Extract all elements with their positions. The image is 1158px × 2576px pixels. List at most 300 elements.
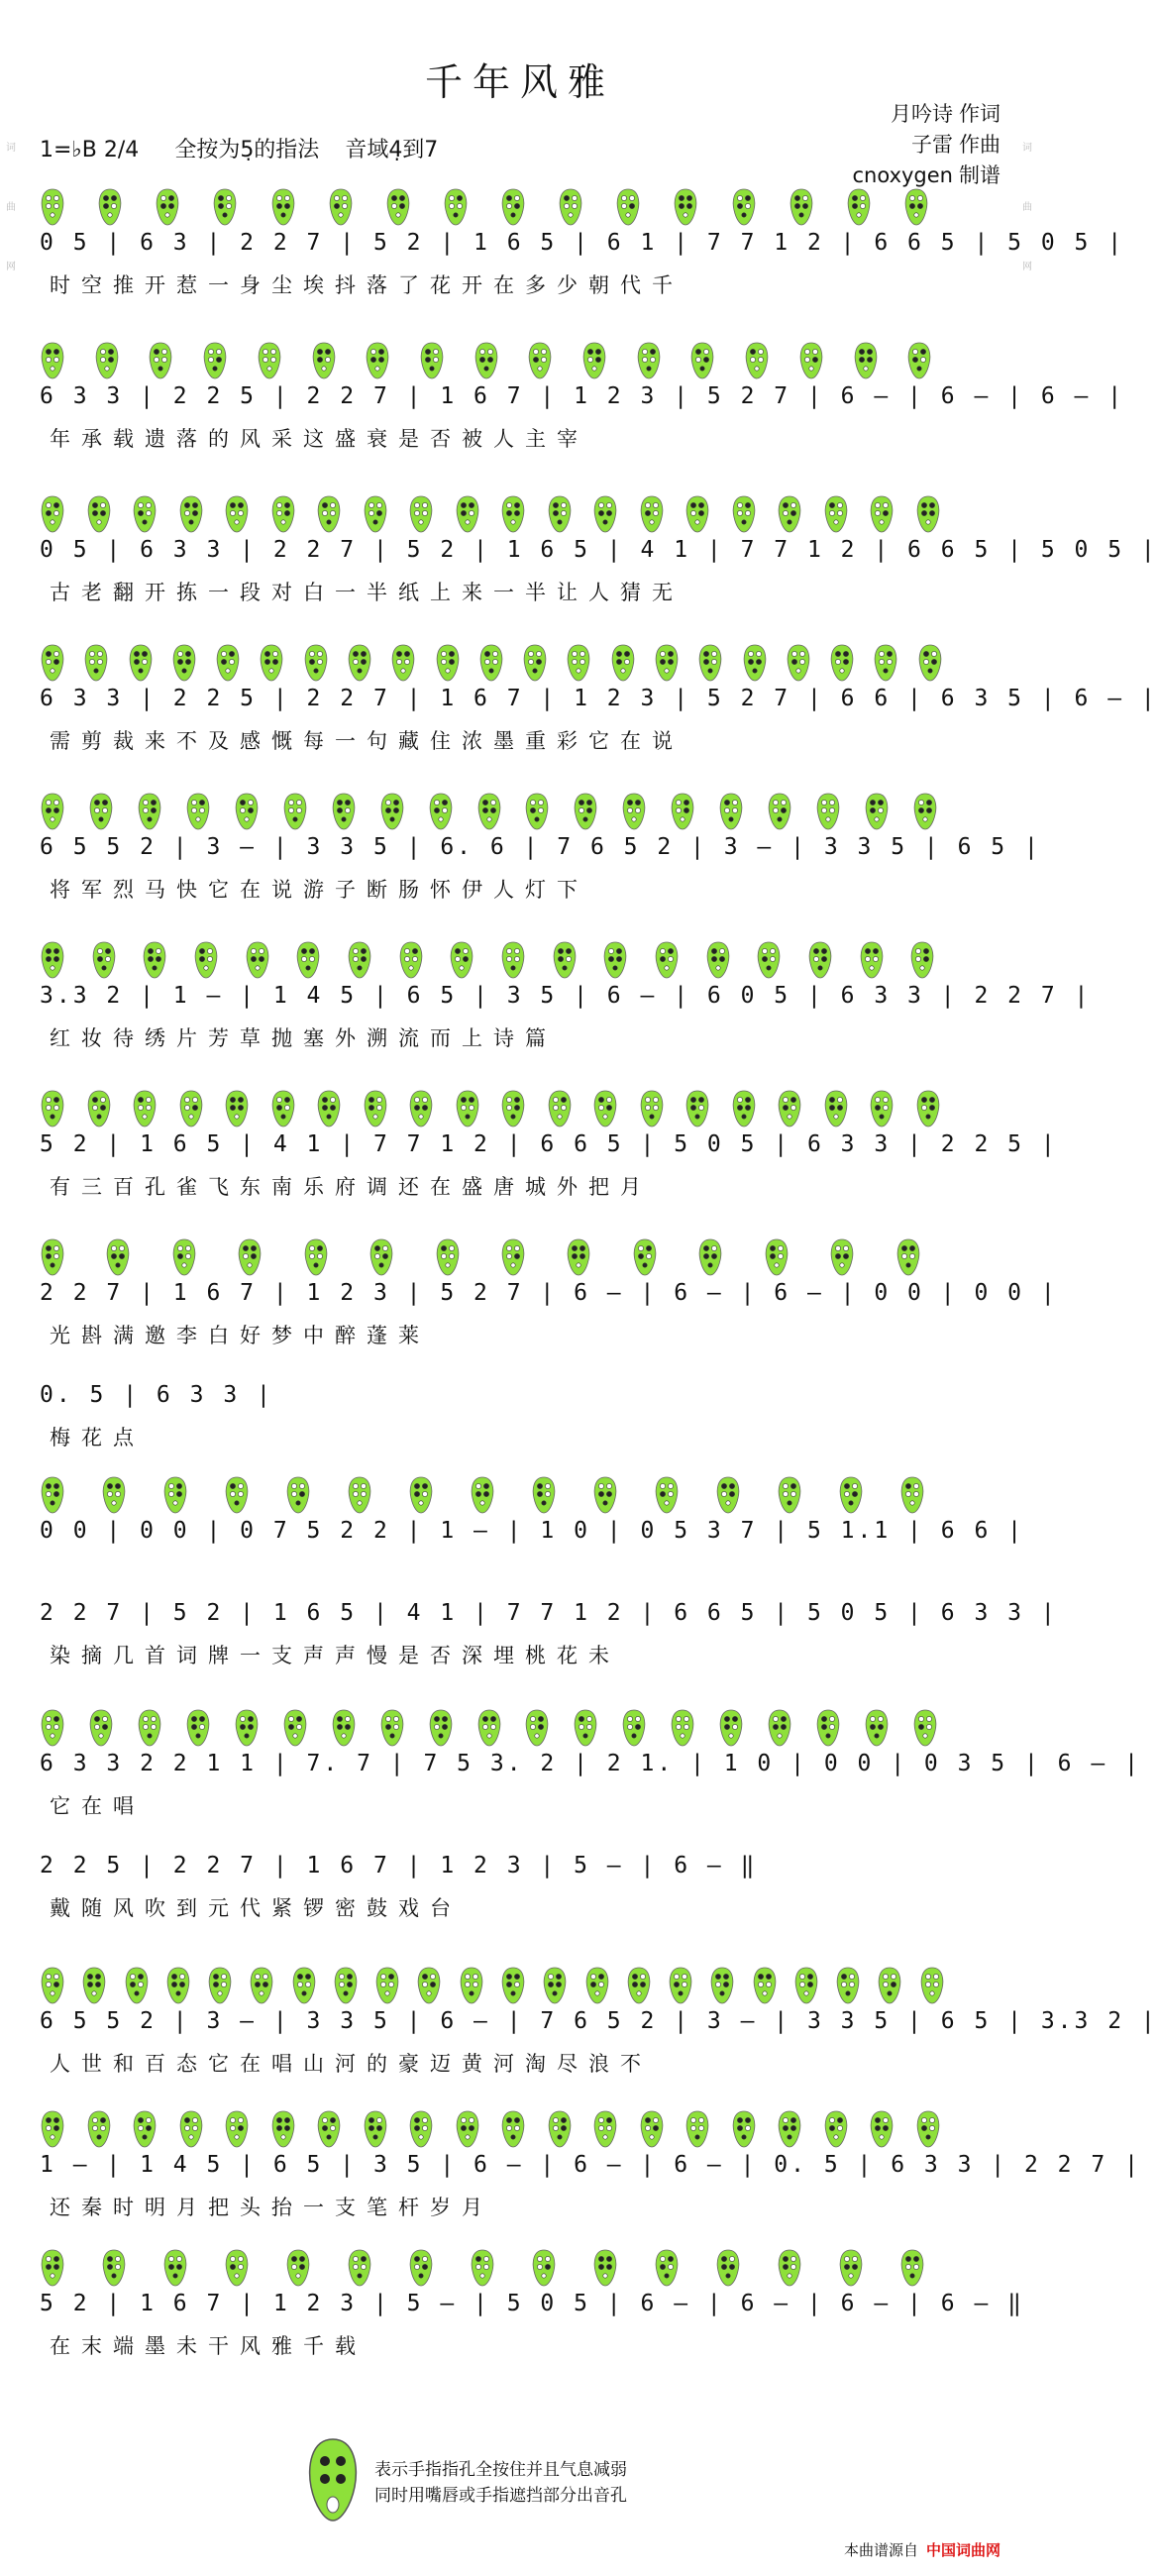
ocarina-fingering-icon: [744, 342, 770, 379]
score-row: [40, 793, 1041, 908]
ocarina-fingering-icon: [864, 793, 890, 830]
ocarina-fingering-icon: [40, 644, 65, 682]
ocarina-fingering-icon: [316, 2110, 342, 2148]
ocarina-fingering-icon: [237, 1238, 263, 1276]
ocarina-fingering-icon: [347, 644, 372, 682]
score-row: [40, 2249, 1024, 2364]
ocarina-fingering-icon: [282, 793, 308, 830]
ocarina-fingering-icon: [476, 1709, 502, 1747]
ocarina-fingering-icon: [128, 644, 154, 682]
ocarina-fingering-icon: [455, 495, 480, 533]
fingering-row: [40, 2249, 1000, 2291]
ocarina-fingering-icon: [40, 1238, 65, 1276]
composer: 子雷 作曲: [911, 133, 1000, 157]
lyrics-line: 需剪裁来不及感慨每一句藏住浓墨重彩它在说: [50, 729, 684, 753]
ocarina-fingering-icon: [224, 2110, 250, 2148]
source-credit: 本曲谱源自 中国词曲网: [843, 2541, 1000, 2559]
ocarina-fingering-icon: [615, 188, 641, 226]
ocarina-fingering-icon: [917, 644, 943, 682]
ocarina-fingering-icon: [602, 941, 628, 979]
ocarina-fingering-icon: [40, 793, 65, 830]
ocarina-fingering-icon: [566, 1238, 591, 1276]
ocarina-fingering-icon: [718, 1709, 744, 1747]
ocarina-fingering-icon: [639, 1090, 665, 1127]
ocarina-fingering-icon: [912, 793, 938, 830]
ocarina-fingering-icon: [899, 2249, 925, 2287]
numbered-notes: 3.3 2 | 1 — | 1 4 5 | 6 5 | 3 5 | 6 — | 6 0 5 | 6 3 3 | 2 2 7 |: [40, 983, 1092, 1009]
score-row: [40, 1709, 1141, 1824]
ocarina-fingering-icon: [347, 2249, 372, 2287]
ocarina-fingering-icon: [654, 1476, 680, 1514]
ocarina-fingering-icon: [592, 1476, 618, 1514]
numbered-notes: 6 3 3 2 2 1 1 | 7. 7 | 7 5 3. 2 | 2 1. | 1 0 | 0 0 | 0 3 5 | 6 — |: [40, 1751, 1141, 1776]
numbered-notes: 6 3 3 | 2 2 5 | 2 2 7 | 1 6 7 | 1 2 3 | 5 2 7 | 6 — | 6 — | 6 — |: [40, 383, 1125, 409]
score-row: [40, 644, 1158, 759]
fingering-row: [40, 1967, 1000, 2008]
ocarina-fingering-icon: [500, 1967, 526, 2004]
ocarina-fingering-icon: [212, 188, 238, 226]
ocarina-fingering-icon: [86, 2110, 112, 2148]
ocarina-fingering-icon: [455, 2110, 480, 2148]
ocarina-fingering-icon: [636, 342, 662, 379]
ocarina-fingering-icon: [185, 793, 211, 830]
ocarina-fingering-icon: [40, 2110, 65, 2148]
ocarina-fingering-icon: [478, 644, 504, 682]
ocarina-fingering-icon: [162, 1476, 188, 1514]
side-watermark-left: 词曲网: [6, 143, 16, 272]
ocarina-fingering-icon: [838, 1476, 864, 1514]
lyrics-line: 时空推开惹一身尘埃抖落了花开在多少朝代千: [50, 273, 684, 297]
ocarina-fingering-icon: [584, 1967, 610, 2004]
ocarina-fingering-icon: [524, 793, 550, 830]
ocarina-fingering-icon: [756, 941, 782, 979]
ocarina-fingering-icon: [838, 2249, 864, 2287]
ocarina-fingering-icon: [823, 495, 849, 533]
ocarina-fingering-icon: [40, 1476, 65, 1514]
lyrics-line: 年承载遗落的风采这盛衰是否被人主宰: [50, 427, 588, 451]
ocarina-fingering-icon: [547, 495, 573, 533]
ocarina-fingering-icon: [137, 793, 162, 830]
numbered-notes: 6 5 5 2 | 3 — | 3 3 5 | 6 — | 7 6 5 2 | 3 — | 3 3 5 | 6 5 | 3.3 2 |: [40, 2008, 1158, 2034]
ocarina-fingering-icon: [500, 1238, 526, 1276]
ocarina-fingering-icon: [435, 1238, 461, 1276]
ocarina-fingering-icon: [684, 2110, 710, 2148]
ocarina-fingering-icon: [40, 342, 65, 379]
ocarina-fingering-icon: [408, 1090, 434, 1127]
ocarina-fingering-icon: [709, 1967, 735, 2004]
ocarina-fingering-icon: [224, 1090, 250, 1127]
ocarina-fingering-icon: [132, 1090, 158, 1127]
ocarina-fingering-icon: [435, 644, 461, 682]
numbered-notes: 0. 5 | 6 3 3 |: [40, 1382, 273, 1408]
ocarina-fingering-icon: [558, 188, 583, 226]
ocarina-fingering-icon: [331, 1709, 357, 1747]
lyricist: 月吟诗 作词: [891, 102, 1000, 126]
fingering-row: [40, 1476, 1000, 1518]
ocarina-fingering-icon: [639, 2110, 665, 2148]
ocarina-fingering-icon: [919, 1967, 945, 2004]
ocarina-fingering-icon: [91, 941, 117, 979]
ocarina-fingering-icon: [282, 1709, 308, 1747]
lyrics-line: 染摘几首词牌一支声声慢是否深埋桃花未: [50, 1644, 620, 1667]
score-row: [40, 1238, 1058, 1353]
ocarina-fingering-icon: [40, 1709, 65, 1747]
lyrics-line: 光斟满邀李白好梦中醉蓬莱: [50, 1324, 430, 1347]
ocarina-fingering-icon: [259, 644, 284, 682]
ocarina-fingering-icon: [915, 2110, 941, 2148]
ocarina-fingering-icon: [573, 793, 598, 830]
ocarina-fingering-icon: [592, 495, 618, 533]
ocarina-fingering-icon: [542, 1967, 568, 2004]
ocarina-fingering-icon: [443, 188, 469, 226]
ocarina-fingering-icon: [224, 2249, 250, 2287]
ocarina-fingering-icon: [670, 1709, 695, 1747]
ocarina-fingering-icon: [105, 1238, 131, 1276]
ocarina-fingering-icon: [311, 342, 337, 379]
ocarina-fingering-icon: [347, 1476, 372, 1514]
ocarina-fingering-icon: [777, 495, 802, 533]
ocarina-fingering-icon: [270, 188, 296, 226]
ocarina-fingering-icon: [731, 188, 757, 226]
ocarina-fingering-icon: [86, 495, 112, 533]
ocarina-fingering-icon: [88, 793, 114, 830]
ocarina-fingering-icon: [829, 644, 855, 682]
ocarina-fingering-icon: [777, 2110, 802, 2148]
ocarina-fingering-icon: [40, 495, 65, 533]
lyrics-line: 它在唱: [50, 1794, 145, 1818]
lyrics-line: 将军烈马快它在说游子断肠怀伊人灯下: [50, 878, 588, 902]
ocarina-fingering-icon: [249, 1967, 274, 2004]
ocarina-fingering-icon: [408, 2249, 434, 2287]
numbered-notes: 2 2 5 | 2 2 7 | 1 6 7 | 1 2 3 | 5 — | 6 — ‖: [40, 1853, 758, 1878]
ocarina-fingering-icon: [547, 2110, 573, 2148]
ocarina-fingering-icon: [786, 644, 811, 682]
ocarina-fingering-icon: [668, 1967, 693, 2004]
fingering-row: [40, 188, 1000, 230]
ocarina-fingering-icon: [912, 1709, 938, 1747]
fingering-row: [40, 342, 1000, 383]
ocarina-fingering-icon: [419, 342, 445, 379]
ocarina-fingering-icon: [408, 495, 434, 533]
ocarina-fingering-icon: [873, 644, 898, 682]
song-title: 千年风雅: [424, 60, 615, 104]
lyrics-line: 古老翻开拣一段对白一半纸上来一半让人猜无: [50, 581, 684, 604]
ocarina-fingering-icon: [621, 793, 647, 830]
ocarina-fingering-icon: [171, 644, 197, 682]
ocarina-fingering-icon: [363, 1090, 388, 1127]
ocarina-fingering-icon: [684, 495, 710, 533]
score-row: [40, 1967, 1158, 2082]
ocarina-fingering-icon: [124, 1967, 150, 2004]
ocarina-fingering-icon: [40, 1090, 65, 1127]
ocarina-fingering-icon: [697, 644, 723, 682]
ocarina-fingering-icon: [815, 793, 841, 830]
ocarina-fingering-icon: [316, 1090, 342, 1127]
ocarina-fingering-icon: [390, 644, 416, 682]
ocarina-fingering-icon: [270, 495, 296, 533]
ocarina-fingering-icon: [697, 1238, 723, 1276]
ocarina-fingering-icon: [132, 495, 158, 533]
ocarina-fingering-icon: [162, 2249, 188, 2287]
ocarina-fingering-icon: [132, 2110, 158, 2148]
ocarina-fingering-icon: [915, 495, 941, 533]
ocarina-fingering-icon: [552, 941, 578, 979]
score-row: [40, 1090, 1058, 1205]
ocarina-fingering-icon: [88, 1709, 114, 1747]
ocarina-fingering-icon: [428, 1709, 454, 1747]
ocarina-fingering-icon: [470, 1476, 495, 1514]
ocarina-fingering-icon: [777, 1476, 802, 1514]
ocarina-fingering-icon: [449, 941, 474, 979]
ocarina-fingering-icon: [40, 941, 65, 979]
ocarina-fingering-icon: [673, 188, 698, 226]
ocarina-fingering-icon: [40, 2249, 65, 2287]
ocarina-fingering-icon: [476, 793, 502, 830]
score-row: [40, 495, 1158, 610]
ocarina-fingering-icon: [829, 1238, 855, 1276]
ocarina-fingering-icon: [807, 941, 833, 979]
ocarina-fingering-icon: [295, 941, 321, 979]
ocarina-fingering-icon: [83, 644, 109, 682]
ocarina-fingering-icon: [731, 1090, 757, 1127]
ocarina-fingering-icon: [864, 1709, 890, 1747]
ocarina-fingering-icon: [689, 342, 715, 379]
ocarina-fingering-icon: [500, 2110, 526, 2148]
ocarina-fingering-icon: [379, 1709, 405, 1747]
ocarina-fingering-icon: [137, 1709, 162, 1747]
ocarina-fingering-icon: [202, 342, 228, 379]
ocarina-fingering-icon: [270, 1090, 296, 1127]
ocarina-fingering-icon: [455, 1090, 480, 1127]
ocarina-fingering-icon: [531, 2249, 557, 2287]
key-signature: 1=♭B 2/4 全按为5̣的指法 音域4̣到7: [40, 138, 439, 162]
ocarina-fingering-icon: [316, 495, 342, 533]
ocarina-fingering-icon: [291, 1967, 317, 2004]
ocarina-fingering-icon: [752, 1967, 778, 2004]
ocarina-fingering-icon: [610, 644, 636, 682]
ocarina-fingering-icon: [234, 1709, 260, 1747]
ocarina-fingering-icon: [365, 342, 390, 379]
ocarina-fingering-icon: [654, 2249, 680, 2287]
ocarina-fingering-icon: [764, 1238, 790, 1276]
ocarina-fingering-icon: [767, 1709, 792, 1747]
ocarina-fingering-icon: [500, 188, 526, 226]
fingering-row: [40, 1709, 1000, 1751]
ocarina-fingering-icon: [626, 1967, 652, 2004]
ocarina-fingering-icon: [500, 941, 526, 979]
ocarina-fingering-icon: [101, 1476, 127, 1514]
ocarina-fingering-icon: [531, 1476, 557, 1514]
ocarina-fingering-icon: [524, 1709, 550, 1747]
ocarina-fingering-icon: [500, 1090, 526, 1127]
ocarina-fingering-icon: [573, 1709, 598, 1747]
ocarina-fingering-icon: [408, 1476, 434, 1514]
ocarina-fingering-icon: [742, 644, 768, 682]
ocarina-fingering-icon: [731, 2110, 757, 2148]
fingering-row: [40, 941, 1000, 983]
fingering-row: [40, 1238, 1000, 1280]
ocarina-fingering-icon: [148, 342, 173, 379]
ocarina-fingering-icon: [767, 793, 792, 830]
ocarina-fingering-icon: [234, 793, 260, 830]
ocarina-fingering-icon: [715, 2249, 741, 2287]
ocarina-fingering-icon: [470, 2249, 495, 2287]
ocarina-fingering-icon: [363, 495, 388, 533]
ocarina-fingering-icon: [185, 1709, 211, 1747]
ocarina-fingering-icon: [81, 1967, 107, 2004]
ocarina-fingering-icon: [97, 188, 123, 226]
ocarina-fingering-icon: [193, 941, 219, 979]
ocarina-fingering-icon: [459, 1967, 484, 2004]
ocarina-fingering-icon: [285, 2249, 311, 2287]
ocarina-fingering-icon: [592, 2249, 618, 2287]
ocarina-fingering-icon: [903, 188, 929, 226]
score-row: [40, 1853, 1000, 1926]
lyrics-line: 梅花点: [50, 1426, 145, 1449]
ocarina-fingering-icon: [869, 2110, 895, 2148]
ocarina-fingering-icon: [777, 2249, 802, 2287]
ocarina-fingering-icon: [592, 2110, 618, 2148]
ocarina-fingering-icon: [718, 793, 744, 830]
ocarina-fingering-icon: [869, 1090, 895, 1127]
fingering-row: [40, 1090, 1000, 1131]
lyrics-line: 戴随风吹到元代紧锣密鼓戏台: [50, 1896, 462, 1920]
numbered-notes: 0 5 | 6 3 3 | 2 2 7 | 5 2 | 1 6 5 | 4 1 | 7 7 1 2 | 6 6 5 | 5 0 5 |: [40, 537, 1158, 563]
ocarina-fingering-icon: [398, 941, 424, 979]
ocarina-fingering-icon: [823, 1090, 849, 1127]
ocarina-fingering-icon: [592, 1090, 618, 1127]
ocarina-fingering-icon: [368, 1238, 394, 1276]
numbered-notes: 0 0 | 0 0 | 0 7 5 2 2 | 1 — | 1 0 | 0 5 3 7 | 5 1.1 | 6 6 |: [40, 1518, 1024, 1544]
ocarina-fingering-icon: [245, 941, 270, 979]
ocarina-fingering-icon: [684, 1090, 710, 1127]
numbered-notes: 2 2 7 | 1 6 7 | 1 2 3 | 5 2 7 | 6 — | 6 — | 6 — | 0 0 | 0 0 |: [40, 1280, 1058, 1306]
ocarina-fingering-icon: [165, 1967, 191, 2004]
ocarina-fingering-icon: [906, 342, 932, 379]
ocarina-fingering-icon: [101, 2249, 127, 2287]
ocarina-fingering-icon: [270, 2110, 296, 2148]
score-row: [40, 941, 1092, 1056]
ocarina-fingering-icon: [178, 495, 204, 533]
ocarina-fingering-icon: [581, 342, 607, 379]
legend-text: 表示手指指孔全按住并且气息减弱 同时用嘴唇或手指遮挡部分出音孔: [374, 2460, 627, 2506]
lyrics-line: 在末端墨未干风雅千载: [50, 2334, 367, 2358]
ocarina-fingering-icon: [40, 188, 65, 226]
ocarina-fingering-icon: [654, 644, 680, 682]
ocarina-fingering-icon: [215, 644, 241, 682]
ocarina-fingering-icon: [86, 1090, 112, 1127]
ocarina-fingering-icon: [859, 941, 885, 979]
ocarina-fingering-icon: [285, 1476, 311, 1514]
ocarina-fingering-icon: [731, 495, 757, 533]
ocarina-fingering-icon: [835, 1967, 861, 2004]
fingering-row: [40, 495, 1000, 537]
ocarina-fingering-icon: [527, 342, 553, 379]
ocarina-fingering-icon: [793, 1967, 819, 2004]
ocarina-fingering-icon: [178, 1090, 204, 1127]
numbered-notes: 2 2 7 | 5 2 | 1 6 5 | 4 1 | 7 7 1 2 | 6 6 5 | 5 0 5 | 6 3 3 |: [40, 1600, 1058, 1626]
ocarina-fingering-icon: [869, 495, 895, 533]
legend-ocarina-icon: [305, 2437, 361, 2526]
lyrics-line: 红妆待绣片芳草抛塞外溯流而上诗篇: [50, 1026, 557, 1050]
ocarina-fingering-icon: [566, 644, 591, 682]
ocarina-fingering-icon: [142, 941, 167, 979]
fingering-row: [40, 793, 1000, 834]
score-row: [40, 342, 1125, 457]
ocarina-fingering-icon: [789, 188, 814, 226]
ocarina-fingering-icon: [328, 188, 354, 226]
lyrics-line: 还秦时明月把头抬一支笔杆岁月: [50, 2196, 493, 2219]
ocarina-fingering-icon: [374, 1967, 400, 2004]
numbered-notes: 1 — | 1 4 5 | 6 5 | 3 5 | 6 — | 6 — | 6 — | 0. 5 | 6 3 3 | 2 2 7 |: [40, 2152, 1141, 2178]
numbered-notes: 6 5 5 2 | 3 — | 3 3 5 | 6. 6 | 7 6 5 2 | 3 — | 3 3 5 | 6 5 |: [40, 834, 1041, 860]
score-row: [40, 1382, 1000, 1455]
ocarina-fingering-icon: [899, 1476, 925, 1514]
ocarina-fingering-icon: [798, 342, 824, 379]
numbered-notes: 5 2 | 1 6 7 | 1 2 3 | 5 — | 5 0 5 | 6 — | 6 — | 6 — | 6 — ‖: [40, 2291, 1024, 2316]
lyrics-line: 有三百孔雀飞东南乐府调还在盛唐城外把月: [50, 1175, 652, 1199]
ocarina-fingering-icon: [224, 495, 250, 533]
ocarina-fingering-icon: [846, 188, 872, 226]
credits: [853, 99, 1000, 191]
ocarina-fingering-icon: [207, 1967, 233, 2004]
fingering-row: [40, 2110, 1000, 2152]
ocarina-fingering-icon: [522, 644, 548, 682]
ocarina-fingering-icon: [474, 342, 499, 379]
ocarina-fingering-icon: [347, 941, 372, 979]
ocarina-fingering-icon: [815, 1709, 841, 1747]
ocarina-fingering-icon: [915, 1090, 941, 1127]
ocarina-fingering-icon: [416, 1967, 442, 2004]
ocarina-fingering-icon: [257, 342, 282, 379]
ocarina-fingering-icon: [333, 1967, 359, 2004]
lyrics-line: 人世和百态它在唱山河的豪迈黄河淘尽浪不: [50, 2052, 652, 2076]
ocarina-fingering-icon: [428, 793, 454, 830]
ocarina-fingering-icon: [909, 941, 935, 979]
ocarina-fingering-icon: [639, 495, 665, 533]
transcriber: cnoxygen 制谱: [852, 163, 1000, 187]
ocarina-fingering-icon: [155, 188, 180, 226]
side-watermark-right: 词曲网: [1022, 143, 1032, 272]
ocarina-fingering-icon: [547, 1090, 573, 1127]
ocarina-fingering-icon: [777, 1090, 802, 1127]
source-site-link[interactable]: 中国词曲网: [925, 2541, 1000, 2559]
ocarina-fingering-icon: [94, 342, 120, 379]
score-row: [40, 1476, 1024, 1557]
ocarina-fingering-icon: [715, 1476, 741, 1514]
ocarina-fingering-icon: [40, 1967, 65, 2004]
fingering-row: [40, 644, 1000, 686]
ocarina-fingering-icon: [379, 793, 405, 830]
ocarina-fingering-icon: [303, 644, 329, 682]
ocarina-fingering-icon: [632, 1238, 658, 1276]
numbered-notes: 0 5 | 6 3 | 2 2 7 | 5 2 | 1 6 5 | 6 1 | 7 7 1 2 | 6 6 5 | 5 0 5 |: [40, 230, 1125, 256]
ocarina-fingering-icon: [823, 2110, 849, 2148]
ocarina-fingering-icon: [500, 495, 526, 533]
ocarina-fingering-icon: [705, 941, 731, 979]
ocarina-fingering-icon: [621, 1709, 647, 1747]
ocarina-fingering-icon: [408, 2110, 434, 2148]
ocarina-fingering-icon: [363, 2110, 388, 2148]
ocarina-fingering-icon: [385, 188, 411, 226]
ocarina-fingering-icon: [303, 1238, 329, 1276]
numbered-notes: 5 2 | 1 6 5 | 4 1 | 7 7 1 2 | 6 6 5 | 5 0 5 | 6 3 3 | 2 2 5 |: [40, 1131, 1058, 1157]
ocarina-fingering-icon: [895, 1238, 921, 1276]
ocarina-fingering-icon: [331, 793, 357, 830]
ocarina-fingering-icon: [171, 1238, 197, 1276]
ocarina-fingering-icon: [224, 1476, 250, 1514]
ocarina-fingering-icon: [654, 941, 680, 979]
